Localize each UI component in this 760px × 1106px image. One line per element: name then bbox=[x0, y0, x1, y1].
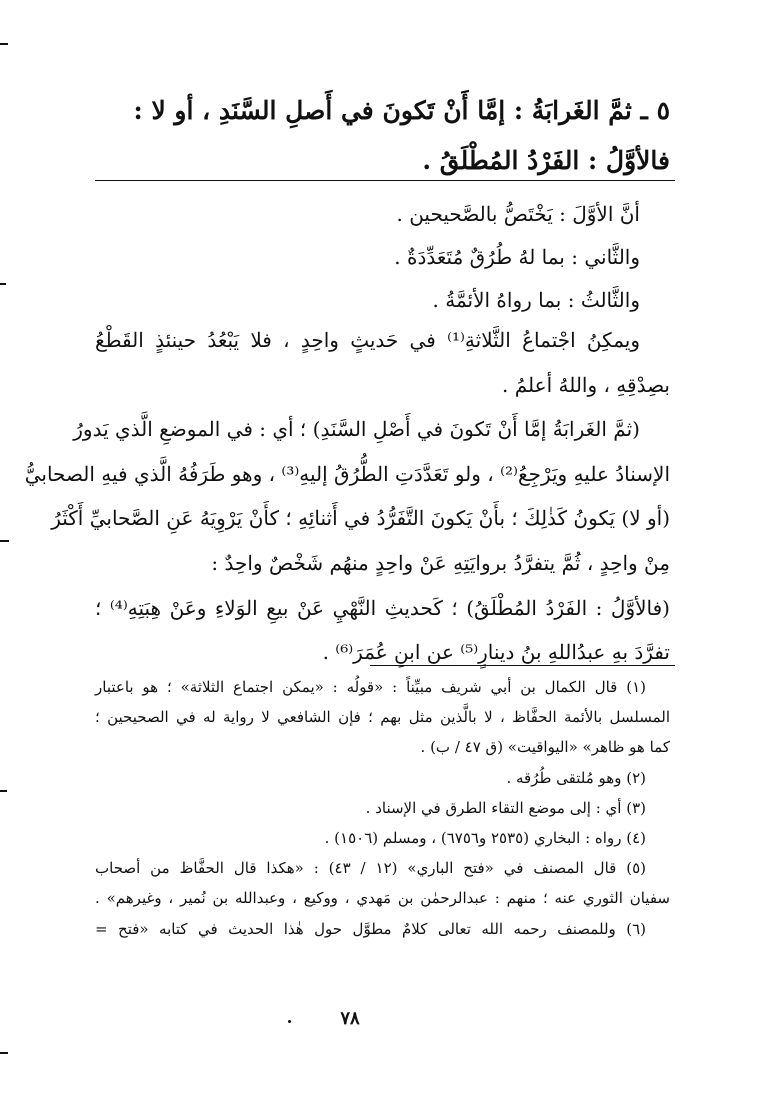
page-dot bbox=[288, 1020, 291, 1023]
matn-separator bbox=[95, 180, 675, 181]
body-line: والثَّالثُ : بما رواهُ الأئمَّةُ . bbox=[432, 288, 640, 312]
body-intro bbox=[95, 193, 670, 322]
margin-mark bbox=[0, 1052, 8, 1054]
footnote-line: كما هو ظاهر» «اليواقيت» (ق ٤٧ / ب) . bbox=[420, 738, 670, 757]
matn-line: ٥ ـ ثمَّ الغَرابَةُ : إمَّا أَنْ تَكونَ في أَصلِ السَّنَدِ ، أو لا : bbox=[133, 96, 670, 125]
footnote-line: (٣) أي : إلى موضع التقاء الطرق في الإسناد . bbox=[365, 798, 646, 817]
body-line: والثَّاني : بما لهُ طُرُقٌ مُتَعَدِّدَةٌ . bbox=[394, 245, 640, 269]
body-commentary bbox=[24, 318, 670, 675]
body-line: تفرَّدَ بهِ عبدُاللهِ بنُ دينارٍ⁽⁵⁾ عن ابنِ عُمَرَ⁽⁶⁾ . bbox=[322, 640, 670, 665]
matn-line: فالأوَّلُ : الفَرْدُ المُطْلَقُ . bbox=[422, 146, 670, 175]
footnote-line: (٢) وهو مُلتقى طُرُقه . bbox=[506, 768, 646, 787]
footnote-line: (٦) وللمصنف رحمه الله تعالى كلامٌ مطوَّل حول هٰذا الحديث في كتابه «فتح = bbox=[95, 919, 646, 938]
body-line: (أو لا) يَكونُ كَذٰلِكَ ؛ بأَنْ يَكونَ التَّفَرُّدُ في أَثنائِهِ ؛ كأَنْ يَرْوِيَهُ عَنِ الصَّحابيِّ أَكْثَرُ bbox=[51, 506, 670, 531]
body-line: الإسنادُ عليهِ ويَرْجِعُ⁽²⁾ ، ولو تَعَدَّدَتِ الطُّرُقُ إليهِ⁽³⁾ ، وهو طَرَفُهُ الَّذي فيهِ الصحابيُّ bbox=[24, 461, 670, 486]
margin-mark bbox=[0, 790, 7, 792]
matn-text bbox=[95, 86, 670, 186]
body-line: بصِدْقِهِ ، واللهُ أعلمُ . bbox=[501, 372, 670, 397]
body-line: ويمكِنُ اجْتماعُ الثَّلاثةِ⁽¹⁾ في حَديثٍ واحِدٍ ، فلا يَبْعُدُ حينئذٍ القَطْعُ bbox=[95, 328, 640, 352]
footnote-line: سفيان الثوري عنه ؛ منهم : عبدالرحمٰن بن مَهدي ، ووكيع ، وعبدالله بن نُمير ، وغيرهم» . bbox=[95, 889, 670, 908]
footnote-line: (٥) قال المصنف في «فتح الباري» (١٢ / ٤٣) : «هكذا قال الحفَّاظ من أصحاب bbox=[95, 859, 646, 878]
margin-mark bbox=[0, 283, 6, 285]
body-line: (فالأوَّلُ : الفَرْدُ المُطْلَقُ) ؛ كَحديثِ النَّهْيِ عَنْ بيعِ الوَلاءِ وعَنْ هِبَتِهِ⁽⁴⁾ ؛ bbox=[95, 595, 670, 620]
margin-mark bbox=[0, 43, 8, 45]
body-line: (ثمَّ الغَرابَةُ إمَّا أَنْ تَكونَ في أَصْلِ السَّنَدِ) ؛ أي : في الموضعِ الَّذي يَدورُ bbox=[73, 417, 640, 442]
footnotes bbox=[95, 672, 670, 944]
margin-mark bbox=[0, 540, 9, 542]
footnote-line: (١) قال الكمال بن أبي شريف مبيِّناً : «قولُه : «يمكن اجتماع الثلاثة» ؛ هو باعتبار bbox=[95, 678, 646, 696]
footnote-line: (٤) رواه : البخاري (٢٥٣٥ و٦٧٥٦) ، ومسلم (١٥٠٦) . bbox=[324, 828, 646, 847]
footnote-separator bbox=[370, 665, 675, 666]
page-number: ٧٨ bbox=[340, 1008, 360, 1029]
footnote-line: المسلسل بالأئمة الحفَّاظ ، لا بالَّذين مثل بهم ؛ فإن الشافعي لا رواية له في الصحيحين ؛ bbox=[95, 708, 670, 727]
body-line: أنَّ الأوَّلَ : يَخْتَصُّ بالصَّحيحين . bbox=[396, 202, 640, 226]
body-line: مِنْ واحِدٍ ، ثُمَّ يتفرَّدُ بروايَتِهِ عَنْ واحِدٍ منهُم شَخْصٌ واحِدٌ : bbox=[211, 550, 670, 575]
